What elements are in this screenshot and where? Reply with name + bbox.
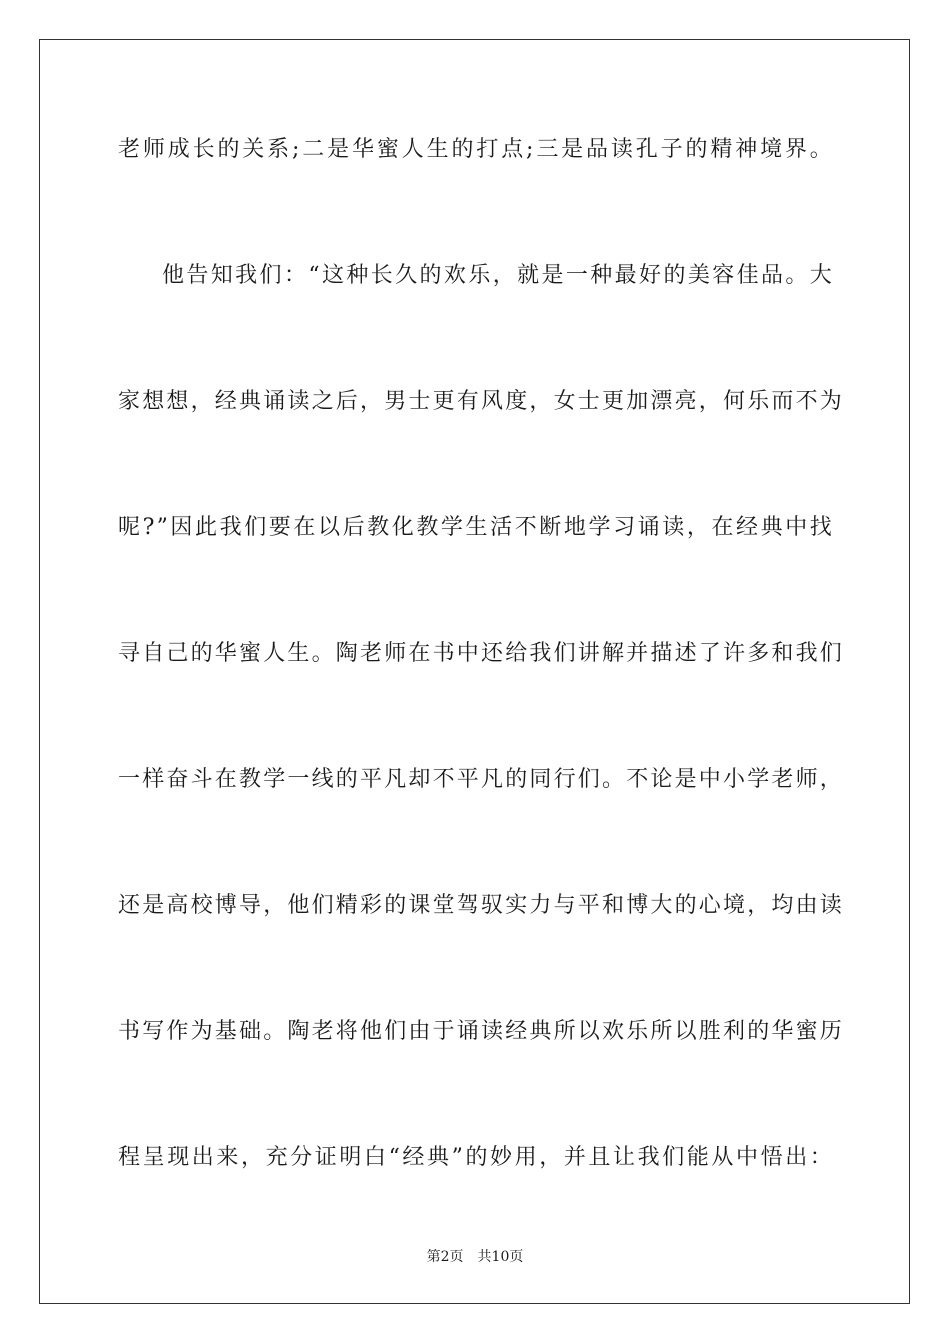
- text-line-1: 老师成长的关系;二是华蜜人生的打点;三是品读孔子的精神境界。: [118, 137, 834, 162]
- page-number: 第2页: [426, 1249, 464, 1265]
- total-pages: 共10页: [477, 1249, 524, 1265]
- text-line-7: 还是高校博导，他们精彩的课堂驾驭实力与平和博大的心境，均由读: [118, 893, 845, 918]
- text-line-9: 程呈现出来，充分证明白“经典”的妙用，并且让我们能从中悟出：: [118, 1145, 834, 1170]
- text-line-2: 他告知我们：“这种长久的欢乐，就是一种最好的美容佳品。大: [162, 263, 834, 288]
- text-line-5: 寻自己的华蜜人生。陶老师在书中还给我们讲解并描述了许多和我们: [118, 641, 845, 666]
- page-footer: [0, 1248, 950, 1266]
- text-line-8: 书写作为基础。陶老将他们由于诵读经典所以欢乐所以胜利的华蜜历: [118, 1019, 845, 1044]
- page-border: [39, 39, 910, 1304]
- text-line-3: 家想想，经典诵读之后，男士更有风度，女士更加漂亮，何乐而不为: [118, 389, 845, 414]
- text-line-6: 一样奋斗在教学一线的平凡却不平凡的同行们。不论是中小学老师，: [118, 767, 845, 792]
- text-line-4: 呢?”因此我们要在以后教化教学生活不断地学习诵读，在经典中找: [118, 515, 834, 540]
